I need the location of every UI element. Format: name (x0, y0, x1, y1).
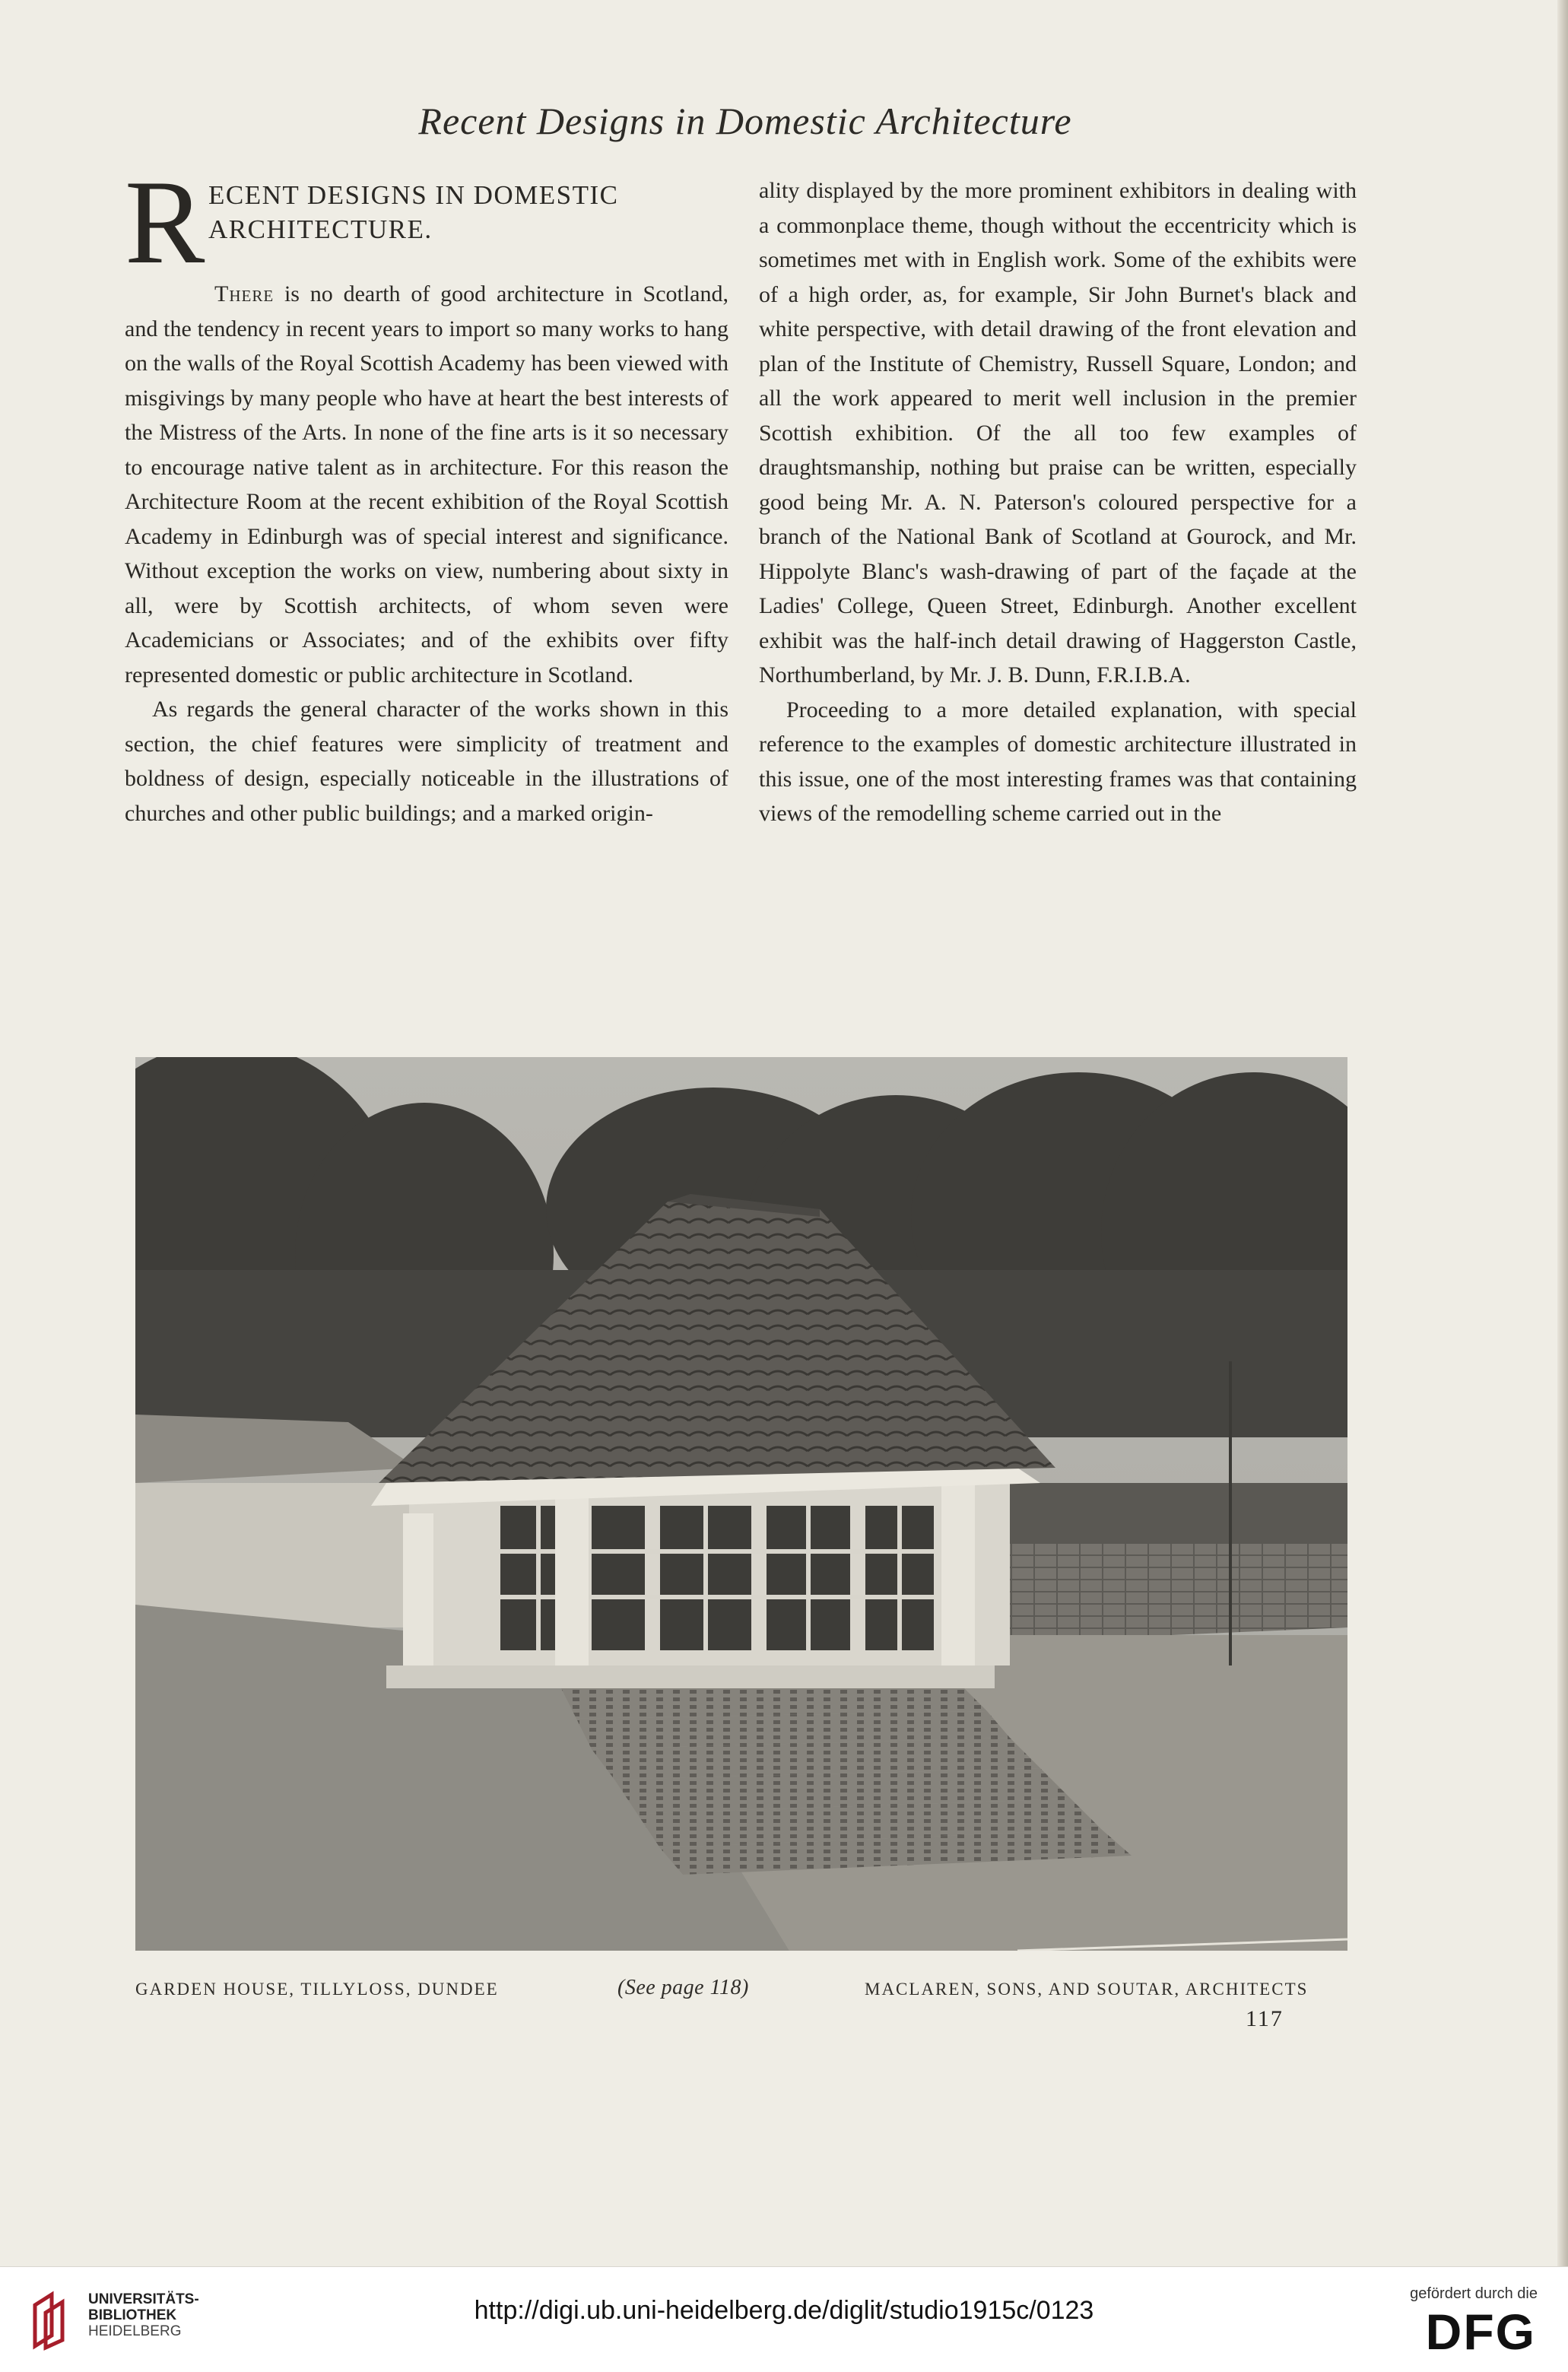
dfg-logo: DFG (1425, 2304, 1536, 2360)
library-line-3: HEIDELBERG (88, 2323, 182, 2339)
right-wall (995, 1536, 1347, 1643)
paragraph-proceeding: Proceeding to a more detailed explanation, with special reference to the examples of domestic architecture illustrated in this issue, one of the most interesting frames was that containing views of the remodelling scheme carried out in the (759, 697, 1357, 826)
paragraph-intro (125, 277, 728, 692)
caption-architects: MACLAREN, SONS, AND SOUTAR, ARCHITECTS (865, 1980, 1309, 1999)
caption-page-reference: (See page 118) (617, 1976, 749, 1999)
caption-title: GARDEN HOUSE, TILLYLOSS, DUNDEE (135, 1980, 499, 1999)
paragraph-continued: ality displayed by the more prominent exhibitors in dealing with a commonplace theme, though without the eccentricity which is sometimes met with in English work. Some of the exhibits were of a high order, as, for example, Sir John Burnet's black and white perspective, with detail drawing of the front elevation and plan of the Institute of Chemistry, Russell Square, London; and all the work appeared to merit well inclusion in the premier Scottish exhibition. Of the all too few examples of draughtsmanship, nothing but praise can be written, especially good being Mr. A. N. Paterson's coloured perspective for a branch of the National Bank of Scotland at Gourock, and Mr. Hippolyte Blanc's wash-drawing of part of the façade at the Ladies' College, Queen Street, Edinburgh. Another excellent exhibit was the half-inch detail drawing of Haggerston Castle, Northumberland, by Mr. J. B. Dunn, F.R.I.B.A. (759, 178, 1357, 687)
article-title-block (125, 156, 728, 312)
page-edge (1557, 0, 1568, 2266)
paragraph-intro-text: is no dearth of good architecture in Scotland, and the tendency in recent years to import so many works to hang on the walls of the Royal Scottish Academy has been viewed with misgivings by many people who have at heart the best interests of the Mistress of the Arts. In none of the fine arts is it so necessary to encourage native talent as in architecture. For this reason the Architecture Room at the recent exhibition of the Royal Scottish Academy in Edinburgh was of special interest and significance. Without exception the works on view, numbering about sixty in all, were by Scottish architects, of whom seven were Academicians or Associates; and of the exhibits over fifty represented domestic or public architecture in Scotland. (125, 281, 728, 687)
running-head: Recent Designs in Domestic Architecture (418, 100, 1072, 142)
garden-house-photograph (135, 1057, 1347, 1951)
funding-note: gefördert durch die (1410, 2285, 1538, 2302)
library-line-1: UNIVERSITÄTS- (88, 2291, 199, 2307)
source-url[interactable]: http://digi.ub.uni-heidelberg.de/diglit/studio1915c/0123 (474, 2296, 1094, 2325)
article-column-left (125, 156, 728, 830)
article-column-right (759, 173, 1357, 831)
digitization-footer (0, 2266, 1568, 2372)
drop-cap: R (125, 156, 205, 289)
library-line-2: BIBLIOTHEK (88, 2307, 177, 2323)
page-number: 117 (1246, 2006, 1284, 2031)
article-title-line-1: ECENT DESIGNS IN DOMESTIC (208, 180, 619, 210)
paragraph-character: As regards the general character of the works shown in this section, the chief features were simplicity of treatment and boldness of design, especially noticeable in the illustrations of churches and other public buildings; and a marked origin- (125, 697, 728, 826)
article-title-line-2: ARCHITECTURE. (208, 214, 433, 244)
garden-house-illustration (135, 1057, 1347, 1951)
pavilion-terrace (386, 1665, 995, 1688)
first-word: There (214, 281, 275, 306)
